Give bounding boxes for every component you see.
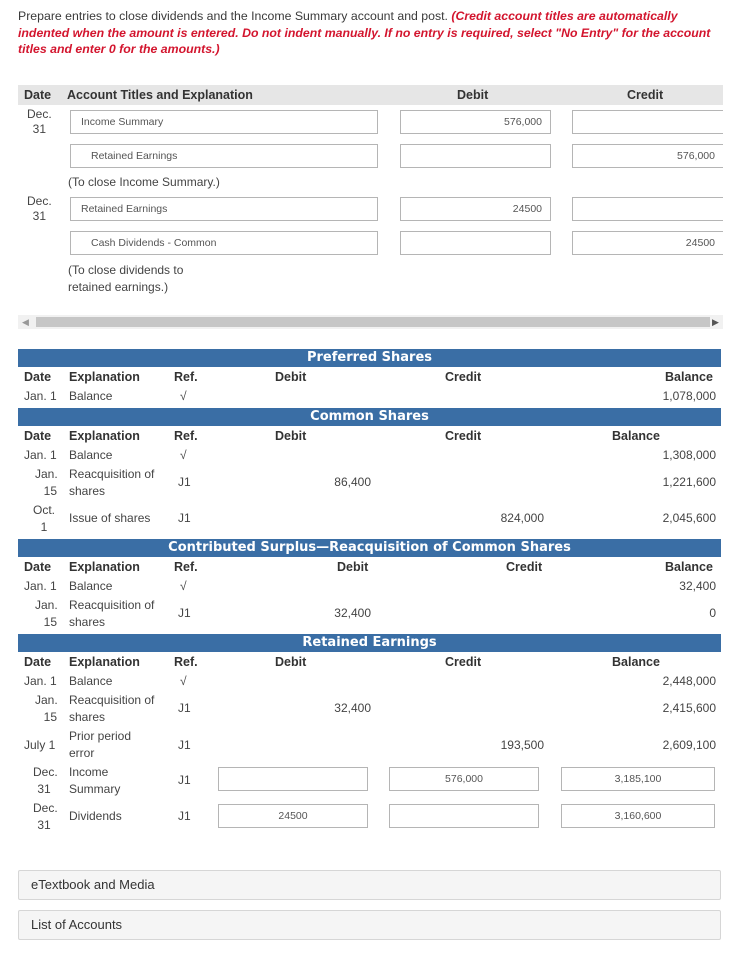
entry1-date — [27, 107, 52, 137]
journal-header-credit: Credit — [627, 88, 664, 102]
cs-r1-date: Jan. 1 — [24, 579, 57, 593]
cs-h-balance: Balance — [665, 560, 713, 574]
re-r5-debit-input[interactable]: 24500 — [218, 804, 368, 828]
cs-r2-date — [35, 597, 57, 631]
cs-r2-exp-b: shares — [69, 615, 106, 629]
re-r3-exp-a: Prior period — [69, 729, 132, 743]
cs-r2-date-a: Jan. — [35, 598, 58, 612]
com-r2-explanation — [69, 466, 154, 500]
etextbook-link[interactable]: eTextbook and Media — [18, 870, 721, 900]
re-r1-balance: 2,448,000 — [662, 674, 716, 688]
re-r5-balance-input[interactable]: 3,160,600 — [561, 804, 715, 828]
re-r2-exp-b: shares — [69, 710, 106, 724]
re-r1-explanation: Balance — [69, 674, 113, 688]
pref-r1-date: Jan. 1 — [24, 389, 57, 403]
re-r3-date: July 1 — [24, 738, 56, 752]
re-r5-date-a: Dec. — [33, 801, 58, 815]
com-r3-date-a: Oct. — [33, 503, 56, 517]
com-h-balance: Balance — [612, 429, 660, 443]
entry2-explanation — [68, 262, 183, 296]
pref-h-balance: Balance — [665, 370, 713, 384]
pref-h-debit: Debit — [275, 370, 307, 384]
cs-r2-exp-a: Reacquisition of — [69, 598, 155, 612]
pref-h-credit: Credit — [445, 370, 482, 384]
com-h-explanation: Explanation — [69, 429, 140, 443]
entry1-credit-2[interactable]: 576,000 — [572, 144, 723, 168]
com-r1-date: Jan. 1 — [24, 448, 57, 462]
cs-h-debit: Debit — [337, 560, 369, 574]
com-r2-exp-a: Reacquisition of — [69, 467, 155, 481]
com-r2-debit: 86,400 — [334, 475, 371, 489]
cs-r2-date-b: 15 — [43, 615, 57, 629]
pref-r1-balance: 1,078,000 — [662, 389, 716, 403]
cs-r1-ref: √ — [180, 579, 187, 593]
entry2-explanation-line1: (To close dividends to — [68, 263, 184, 277]
cs-r2-explanation — [69, 597, 154, 631]
com-r3-credit: 824,000 — [500, 511, 544, 525]
re-r2-date-b: 15 — [43, 710, 57, 724]
re-r4-exp-b: Summary — [69, 782, 121, 796]
com-h-date: Date — [24, 429, 52, 443]
horizontal-scrollbar[interactable] — [18, 315, 723, 329]
journal-header-account: Account Titles and Explanation — [67, 88, 253, 102]
re-h-credit: Credit — [445, 655, 482, 669]
com-r3-date — [33, 502, 55, 536]
re-r5-ref: J1 — [178, 809, 191, 823]
entry2-date — [27, 194, 52, 224]
pref-r1-explanation: Balance — [69, 389, 113, 403]
com-r3-date-b: 1 — [40, 520, 48, 534]
preferred-title: Preferred Shares — [18, 349, 721, 367]
com-r2-date-a: Jan. — [35, 467, 58, 481]
entry2-debit-1[interactable]: 24500 — [400, 197, 551, 221]
cs-h-date: Date — [24, 560, 52, 574]
entry2-explanation-line2: retained earnings.) — [68, 280, 169, 294]
entry1-debit-2[interactable] — [400, 144, 551, 168]
re-r3-balance: 2,609,100 — [662, 738, 716, 752]
journal-header — [18, 85, 723, 105]
com-r3-balance: 2,045,600 — [662, 511, 716, 525]
instructions — [18, 8, 723, 58]
re-r1-date: Jan. 1 — [24, 674, 57, 688]
entry1-explanation: (To close Income Summary.) — [68, 175, 220, 189]
scroll-left-icon[interactable]: ◀ — [22, 317, 29, 327]
re-r4-credit-input[interactable]: 576,000 — [389, 767, 539, 791]
com-h-ref: Ref. — [174, 429, 198, 443]
re-r4-date — [33, 764, 58, 798]
cs-r2-debit: 32,400 — [334, 606, 371, 620]
re-r2-explanation — [69, 692, 154, 726]
re-r3-credit: 193,500 — [500, 738, 544, 752]
re-r4-exp-a: Income — [69, 765, 109, 779]
cs-r2-balance: 0 — [709, 606, 716, 620]
retained-title: Retained Earnings — [18, 634, 721, 652]
entry2-credit-2[interactable]: 24500 — [572, 231, 723, 255]
re-r4-date-a: Dec. — [33, 765, 58, 779]
re-r2-ref: J1 — [178, 701, 191, 715]
re-h-debit: Debit — [275, 655, 307, 669]
re-r2-exp-a: Reacquisition of — [69, 693, 155, 707]
cs-h-credit: Credit — [506, 560, 543, 574]
re-r4-debit-input[interactable] — [218, 767, 368, 791]
com-r1-ref: √ — [180, 448, 187, 462]
instructions-emphasis: (Credit account titles are automatically indented when the amount is entered. Do not indent manually. If no entry is required, select "No Entry" for the account titles and enter 0 for the amounts.) — [18, 9, 711, 56]
re-r2-date — [35, 692, 57, 726]
pref-r1-ref: √ — [180, 389, 187, 403]
re-r4-balance-input[interactable]: 3,185,100 — [561, 767, 715, 791]
list-of-accounts-link[interactable]: List of Accounts — [18, 910, 721, 940]
scrollbar-thumb[interactable] — [36, 317, 710, 327]
re-r3-exp-b: error — [69, 746, 95, 760]
common-title: Common Shares — [18, 408, 721, 426]
re-r4-date-b: 31 — [37, 782, 51, 796]
entry2-debit-2[interactable] — [400, 231, 551, 255]
entry2-credit-1[interactable] — [572, 197, 723, 221]
com-r2-balance: 1,221,600 — [662, 475, 716, 489]
cs-h-ref: Ref. — [174, 560, 198, 574]
entry1-date-day: 31 — [32, 122, 47, 136]
entry1-account-2[interactable]: Retained Earnings — [70, 144, 378, 168]
entry2-account-1[interactable]: Retained Earnings — [70, 197, 378, 221]
re-r2-balance: 2,415,600 — [662, 701, 716, 715]
re-r5-date-b: 31 — [37, 818, 51, 832]
entry1-debit-1[interactable]: 576,000 — [400, 110, 551, 134]
com-r3-explanation: Issue of shares — [69, 511, 151, 525]
scroll-right-icon[interactable]: ▶ — [712, 317, 719, 327]
journal-header-debit: Debit — [457, 88, 489, 102]
entry1-credit-1[interactable] — [572, 110, 723, 134]
com-r1-balance: 1,308,000 — [662, 448, 716, 462]
re-r2-date-a: Jan. — [35, 693, 58, 707]
com-r3-ref: J1 — [178, 511, 191, 525]
pref-h-ref: Ref. — [174, 370, 198, 384]
re-r5-explanation: Dividends — [69, 809, 122, 823]
com-r2-ref: J1 — [178, 475, 191, 489]
com-r2-exp-b: shares — [69, 484, 106, 498]
entry1-date-month: Dec. — [27, 107, 52, 121]
re-h-date: Date — [24, 655, 52, 669]
entry1-account-1[interactable]: Income Summary — [70, 110, 378, 134]
com-r2-date — [35, 466, 57, 500]
re-r5-credit-input[interactable] — [389, 804, 539, 828]
cs-h-explanation: Explanation — [69, 560, 140, 574]
instructions-text: Prepare entries to close dividends and the Income Summary account and post. — [18, 9, 452, 23]
com-r2-date-b: 15 — [43, 484, 57, 498]
re-r1-ref: √ — [180, 674, 187, 688]
pref-h-date: Date — [24, 370, 52, 384]
entry2-date-day: 31 — [32, 209, 47, 223]
re-r5-date — [33, 800, 58, 834]
re-r3-explanation — [69, 728, 131, 762]
re-h-balance: Balance — [612, 655, 660, 669]
com-r1-explanation: Balance — [69, 448, 113, 462]
entry2-date-month: Dec. — [27, 194, 52, 208]
re-r3-ref: J1 — [178, 738, 191, 752]
cs-r1-balance: 32,400 — [679, 579, 716, 593]
pref-h-explanation: Explanation — [69, 370, 140, 384]
cs-r1-explanation: Balance — [69, 579, 113, 593]
journal-header-date: Date — [24, 88, 52, 102]
re-h-ref: Ref. — [174, 655, 198, 669]
re-h-explanation: Explanation — [69, 655, 140, 669]
re-r4-explanation — [69, 764, 120, 798]
cs-r2-ref: J1 — [178, 606, 191, 620]
com-h-credit: Credit — [445, 429, 482, 443]
contributed-title: Contributed Surplus—Reacquisition of Common Shares — [18, 539, 721, 557]
com-h-debit: Debit — [275, 429, 307, 443]
entry2-account-2[interactable]: Cash Dividends - Common — [70, 231, 378, 255]
re-r2-debit: 32,400 — [334, 701, 371, 715]
re-r4-ref: J1 — [178, 773, 191, 787]
